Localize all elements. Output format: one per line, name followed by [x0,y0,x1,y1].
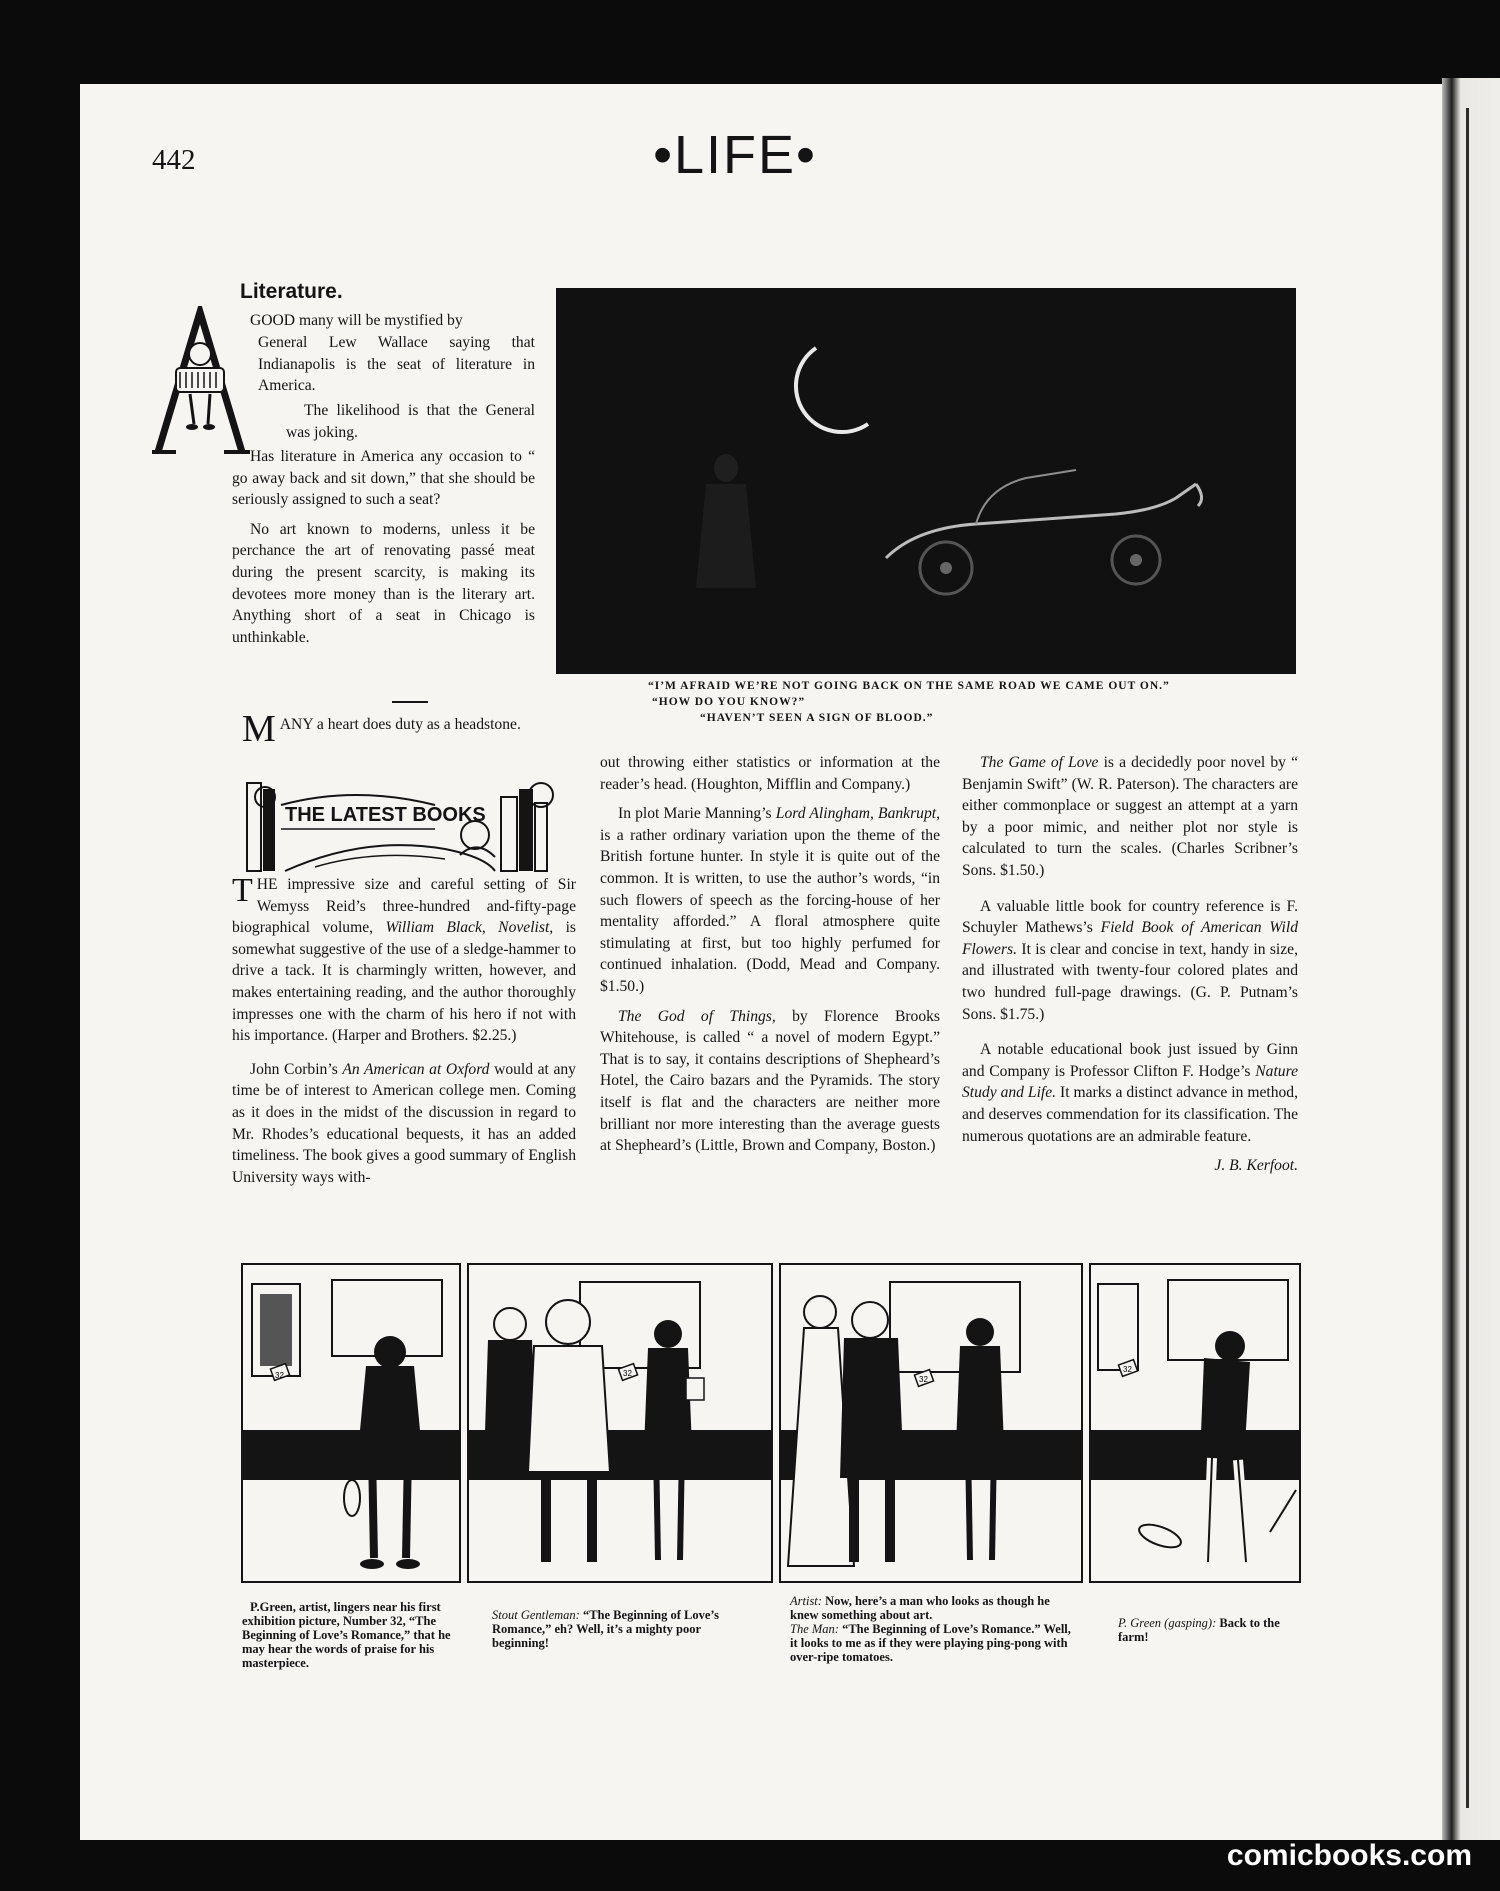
game-of-love-review: The Game of Love is a decidedly poor novel by “ Benjamin Swift” (W. R. Paterson). The characters are either commonplace or suggest an attempt at a yarn by a poor mimic, and neither plot nor style is calculated to turn the scales. (Charles Scribner’s Sons. $1.50.) [962,754,1298,879]
site-watermark: comicbooks.com [1226,1839,1472,1872]
column-2-reviews [600,752,940,1165]
exhibit-number-tag: 32 [1123,1365,1132,1374]
reid-review: THE impressive size and careful setting of Sir Wemyss Reid’s three-hundred and-fifty-page biographical volume, William Black, Novelist, is somewhat suggestive of the use of a sledge-hammer to drive a tack. It is charmingly written, however, and makes entertaining reading, and the author thoroughly impresses one with the charm of his hero if not with his importance. (Harper and Brothers. $2.25.) [232,872,576,1045]
page-gutter [1442,78,1452,1840]
literature-paragraph-4: No art known to moderns, unless it be perchance the art of renovating passé meat during the present scarcity, is making its devotees more money than is the literary art. Anything short of a seat in Chicago is unthinkable. [232,520,535,646]
field-book-review: A valuable little book for country reference is F. Schuyler Mathews’s Field Book of American Wild Flowers. It is clear and concise in text, handy in size, and illustrated with twenty-four colored plates and two hundred full-page drawings. (G. P. Putnam’s Sons. $1.75.) [962,897,1299,1023]
section-rule [392,701,428,703]
literature-paragraph-2: The likelihood is that the General was joking. [286,402,535,441]
night-car-photo [556,288,1296,674]
manning-review: In plot Marie Manning’s Lord Alingham, Bankrupt, is a rather ordinary variation upon the theme of the British fortune hunter. In style it is quite out of the common. It is written, to use the author’s words, “in such flowers of speech as the forcing-house of her mentality afforded.” A floral atmosphere quite stimulating at first, but too highly perfumed for continued inhalation. (Dodd, Mead and Company. $1.50.) [600,805,940,995]
comic-panel-1 [242,1264,460,1582]
reviewer-signature: J. B. Kerfoot. [1214,1157,1298,1175]
comic-caption-2: Stout Gentleman: “The Beginning of Love’s Romance,” eh? Well, it’s a mighty poor beginning! [492,1608,719,1650]
comic-caption-4: P. Green (gasping): Back to the farm! [1118,1616,1280,1644]
god-of-things-review: The God of Things, by Florence Brooks Whitehouse, is called “ a novel of modern Egypt.” That is to say, it contains descriptions of Shepheard’s Hotel, the Cairo bazars and the Pyramids. The story itself is flat and the characters are neither more brilliant nor more interesting than the average guests at Shepheard’s (Little, Brown and Company, Boston.) [600,1007,940,1155]
column-1-reviews [232,874,576,1196]
nature-study-review: A notable educational book just issued by Ginn and Company is Professor Clifton F. Hodge’s Nature Study and Life. It marks a distinct advance in method, and deserves commendation for its classification. The numerous quotations are an admirable feature. [962,1041,1298,1145]
literature-paragraph-1: General Lew Wallace saying that Indianapolis is the seat of literature in America. [258,334,535,395]
corbin-review-continued: out throwing either statistics or information at the reader’s head. (Houghton, Mifflin and Company.) [600,754,940,793]
latest-books-label: THE LATEST BOOKS [285,804,486,826]
comic-caption-3: Artist: Now, here’s a man who looks as though he knew something about art. The Man: “The Beginning of Love’s Romance.” Well, it looks to me as if they were playing ping-pong with over-ripe tomatoes. [790,1594,1071,1664]
latest-books-banner [245,775,565,883]
page-number: 442 [152,144,196,176]
section-title: Literature. [240,280,343,303]
masthead: •LIFE• [653,125,817,185]
exhibit-number-tag: 32 [623,1369,632,1378]
next-page-edge [1452,78,1500,1840]
literature-first-line: GOOD many will be mystified by [250,312,463,329]
headstone-item: MANY a heart does duty as a headstone. [242,708,521,750]
comic-strip [240,1262,1302,1584]
literature-paragraph-3: Has literature in America any occasion to “ go away back and sit down,” that she should be seriously assigned to such a seat? No art known to moderns, unless it be perchance the art of renovating passé meat during the present scarcity, is making its devotees more money than is the literary art. Anything short of a seat in Chicago is unthinkable. [232,446,535,656]
exhibit-number-tag: 32 [275,1371,284,1380]
comic-panel-4 [1090,1264,1300,1582]
comic-caption-1: P.Green, artist, lingers near his first exhibition picture, Number 32, “The Beginning of Love’s Romance,” that he may hear the words of praise for his masterpiece. [242,1600,451,1670]
comic-panel-3 [780,1264,1082,1582]
decorated-initial-a [150,306,250,456]
photo-caption: “I’M AFRAID WE’RE NOT GOING BACK ON THE SAME ROAD WE CAME OUT ON.” “HOW DO YOU KNOW?” “HAVEN’T SEEN A SIGN OF BLOOD.” [648,680,1170,724]
exhibit-number-tag: 32 [919,1375,928,1384]
corbin-review: John Corbin’s An American at Oxford would at any time be of interest to American college men. Coming as it does in the midst of the discussion in regard to Mr. Rhodes’s educational bequests, it has an added timeliness. The book gives a good summary of English University ways with- [232,1060,576,1186]
comic-panel-2 [468,1264,772,1582]
column-3-reviews [962,752,1298,1185]
